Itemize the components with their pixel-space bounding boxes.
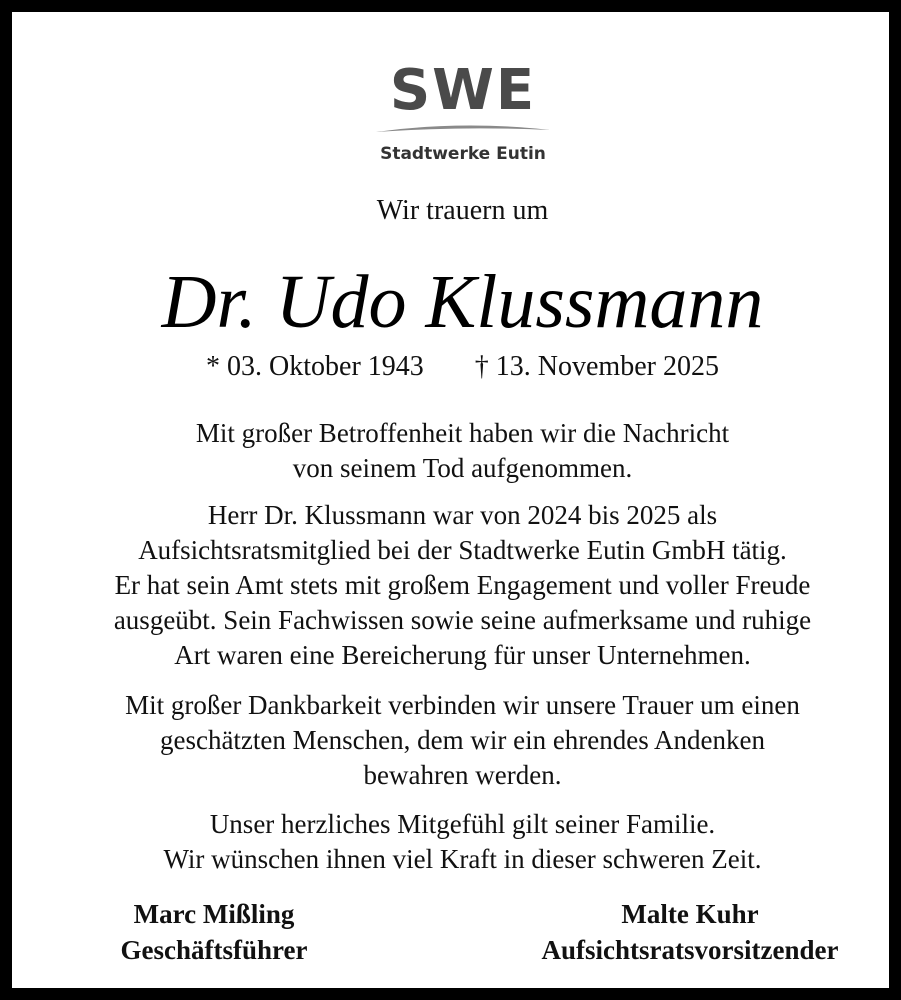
swe-logo (372, 56, 554, 168)
deceased-name: Dr. Udo Klussmann (161, 260, 764, 344)
paragraph-line: Mit großer Betroffenheit haben wir die Nachricht (195, 418, 730, 448)
signature-managing-director (72, 896, 356, 968)
paragraph-condolence (32, 416, 893, 486)
paragraph-line: geschätzten Menschen, dem wir ein ehrendes Andenken (159, 725, 766, 755)
logo-swoosh-icon (372, 122, 554, 136)
signature-title: Geschäftsführer (120, 935, 308, 965)
logo-subtitle: Stadtwerke Eutin (380, 144, 546, 164)
signature-name: Malte Kuhr (621, 899, 759, 929)
signature-title: Aufsichtsratsvorsitzender (541, 935, 839, 965)
paragraph-line: Art waren eine Bereicherung für unser Unternehmen. (174, 640, 751, 670)
paragraph-line: Wir wünschen ihnen viel Kraft in dieser schweren Zeit. (163, 844, 762, 874)
intro-text: Wir trauern um (376, 195, 549, 226)
paragraph-line: Er hat sein Amt stets mit großem Engagement und voller Freude (114, 570, 811, 600)
paragraph-line: Aufsichtsratsmitglied bei der Stadtwerke Eutin GmbH tätig. (138, 535, 787, 565)
paragraph-tribute (32, 498, 893, 673)
paragraph-line: Unser herzliches Mitgefühl gilt seiner Familie. (209, 809, 716, 839)
paragraph-line: von seinem Tod aufgenommen. (292, 453, 633, 483)
birth-date: * 03. Oktober 1943 (206, 351, 424, 382)
logo-wordmark: SWE (389, 58, 537, 123)
paragraph-sympathy (32, 807, 893, 877)
life-dates (12, 351, 901, 383)
paragraph-gratitude (32, 688, 893, 793)
paragraph-line: Mit großer Dankbarkeit verbinden wir unsere Trauer um einen (125, 690, 800, 720)
paragraph-line: bewahren werden. (363, 760, 562, 790)
paragraph-line: Herr Dr. Klussmann war von 2024 bis 2025 als (207, 500, 718, 530)
paragraph-line: ausgeübt. Sein Fachwissen sowie seine aufmerksame und ruhige (113, 605, 812, 635)
signature-name: Marc Mißling (133, 899, 295, 929)
signature-board-chair (512, 896, 868, 968)
death-date: † 13. November 2025 (474, 351, 719, 382)
